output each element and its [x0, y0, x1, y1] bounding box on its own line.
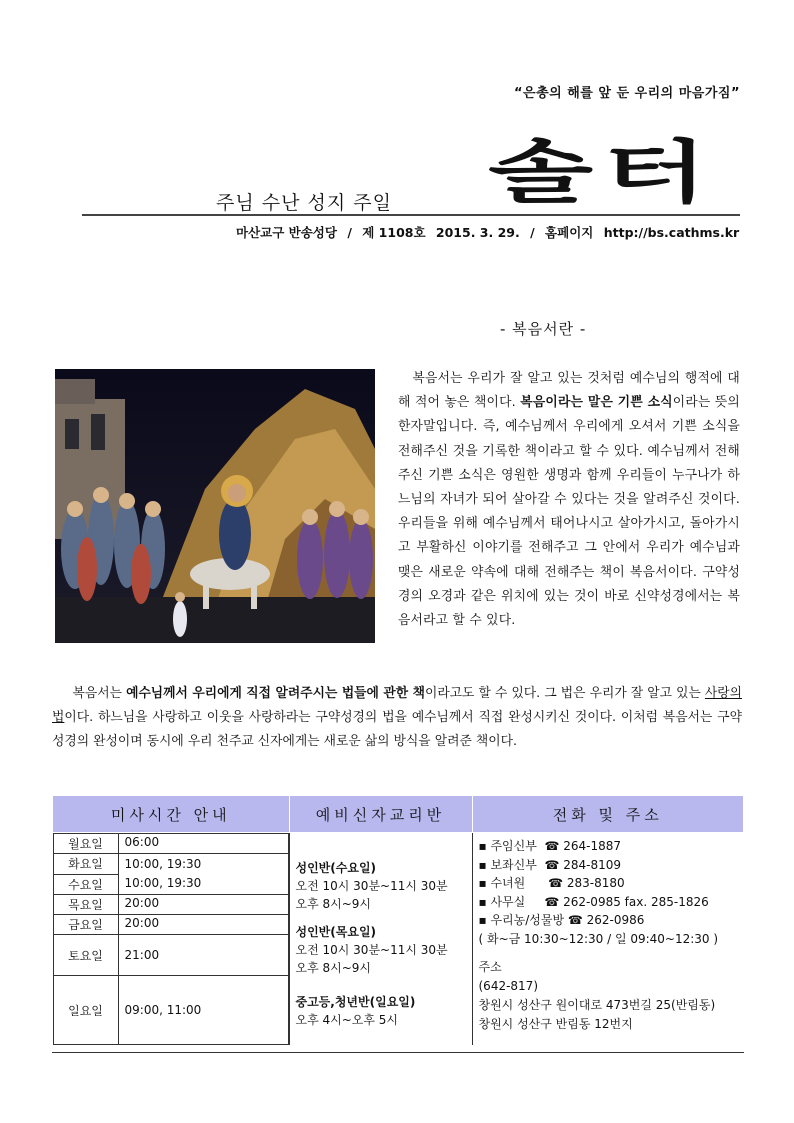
catechumen-cell	[289, 833, 472, 1046]
class-youth-sun: 중고등,청년반(일요일) 오후 4시~오후 5시	[295, 995, 416, 1027]
header-mass-times: 미사시간 안내	[53, 796, 290, 833]
newsletter-logo: 솔터	[488, 134, 718, 213]
contact-list	[479, 833, 738, 948]
header-contact-address: 전화 및 주소	[472, 796, 744, 833]
publication-info: 마산교구 반송성당 / 제 1108호 2015. 3. 29. / 홈페이지 http://bs.cathms.kr	[236, 225, 740, 240]
homepage-link[interactable]: http://bs.cathms.kr	[603, 225, 740, 240]
contact-item: ▪ 보좌신부 ☎ 284-8109	[478, 857, 622, 872]
mass-row: 금요일 20:00	[53, 915, 288, 935]
header-catechumen-class: 예비신자교리반	[289, 796, 472, 833]
mass-row: 목요일 20:00	[53, 895, 288, 915]
emphasis-gospel-meaning: 복음이라는 말은 기쁜 소식	[520, 395, 673, 411]
address-block: 주소 (642-817) 창원시 성산구 원이대로 473번길 25(반림동) 창원시 성산구 반림동 12번지	[478, 960, 716, 1031]
issue-number: 제 1108호	[362, 225, 426, 240]
mass-row: 화요일 10:00, 19:30 10:00, 19:30	[53, 854, 288, 875]
motto: “은총의 해를 앞 둔 우리의 마음가짐”	[513, 86, 740, 101]
mass-schedule	[53, 833, 289, 1045]
mass-row: 토요일 21:00	[53, 935, 288, 976]
contact-item: ▪ 우리농/성물방 ☎ 262-0986	[478, 913, 645, 927]
mass-row: 월요일 06:00	[53, 834, 288, 854]
article-title: - 복음서란 -	[500, 320, 587, 338]
article-paragraph-2: 복음서는 예수님께서 우리에게 직접 알려주시는 법들에 관한 책이라고도 할 수 있다. 그 법은 우리가 잘 알고 있는 사랑의 법이다. 하느님을 사랑하고 이웃을 사랑하라는 구약성경의 법을 예수님께서 직접 완성시키신 것이다. 이처럼 복음서는 구약성경의 완성이며 동시에 우리 천주교 신자에게는 새로운 삶의 방식을 알려준 책이다.	[52, 686, 743, 750]
mass-times-cell	[53, 833, 290, 1046]
header-divider	[82, 214, 740, 216]
mass-row: 일요일 09:00, 11:00	[53, 976, 288, 1045]
shop-hours: ( 화~금 10:30~12:30 / 일 09:40~12:30 )	[478, 931, 719, 946]
homepage-label: 홈페이지	[545, 225, 594, 240]
issue-date: 2015. 3. 29.	[435, 225, 520, 240]
palm-sunday-icon-image	[55, 369, 375, 643]
parish-info-table	[52, 795, 744, 1045]
palm-sunday-illustration	[55, 369, 375, 643]
emphasis-law-of-love: 사랑의 법	[52, 686, 743, 726]
article-paragraph-1: 복음서는 우리가 잘 알고 있는 것처럼 예수님의 행적에 대해 적어 놓은 책이다. 복음이라는 말은 기쁜 소식이라는 뜻의 한자말입니다. 즉, 예수님께서 우리에게 오셔서 기쁜 소식을 전해주신 것을 기록한 책이라고 할 수 있다. 예수님께서 전해주신 기쁜 소식은 영원한 생명과 함께 우리들이 누구나가 하느님의 자녀가 되어 살아갈 수 있다는 것을 알려주신 것이다. 우리들을 위해 예수님께서 태어나시고 살아가시고, 돌아가시고 부활하신 이야기를 전해주고 그 안에서 우리가 예수님과 맺은 새로운 약속에 대해 전해주는 책이 복음서이다. 구약성경의 오경과 같은 위치에 있는 것이 바로 신약성경에서는 복음서라고 할 수 있다.	[398, 371, 740, 629]
contact-item: ▪ 사무실 ☎ 262-0985 fax. 285-1826	[478, 894, 709, 909]
class-adult-thu: 성인반(목요일) 오전 10시 30분~11시 30분 오후 8시~9시	[295, 925, 448, 975]
emphasis-laws: 예수님께서 우리에게 직접 알려주시는 법들에 관한 책	[126, 686, 425, 701]
contact-cell	[472, 833, 744, 1046]
parish-name: 마산교구 반송성당	[236, 225, 337, 240]
mass-row: 수요일	[53, 874, 288, 895]
table-bottom-border	[52, 1052, 744, 1053]
contact-item: ▪ 주임신부 ☎ 264-1887	[478, 839, 622, 853]
contact-item: ▪ 수녀원 ☎ 283-8180	[478, 876, 625, 890]
class-adult-wed: 성인반(수요일) 오전 10시 30분~11시 30분 오후 8시~9시	[295, 861, 448, 911]
feast-title: 주님 수난 성지 주일	[216, 192, 392, 214]
